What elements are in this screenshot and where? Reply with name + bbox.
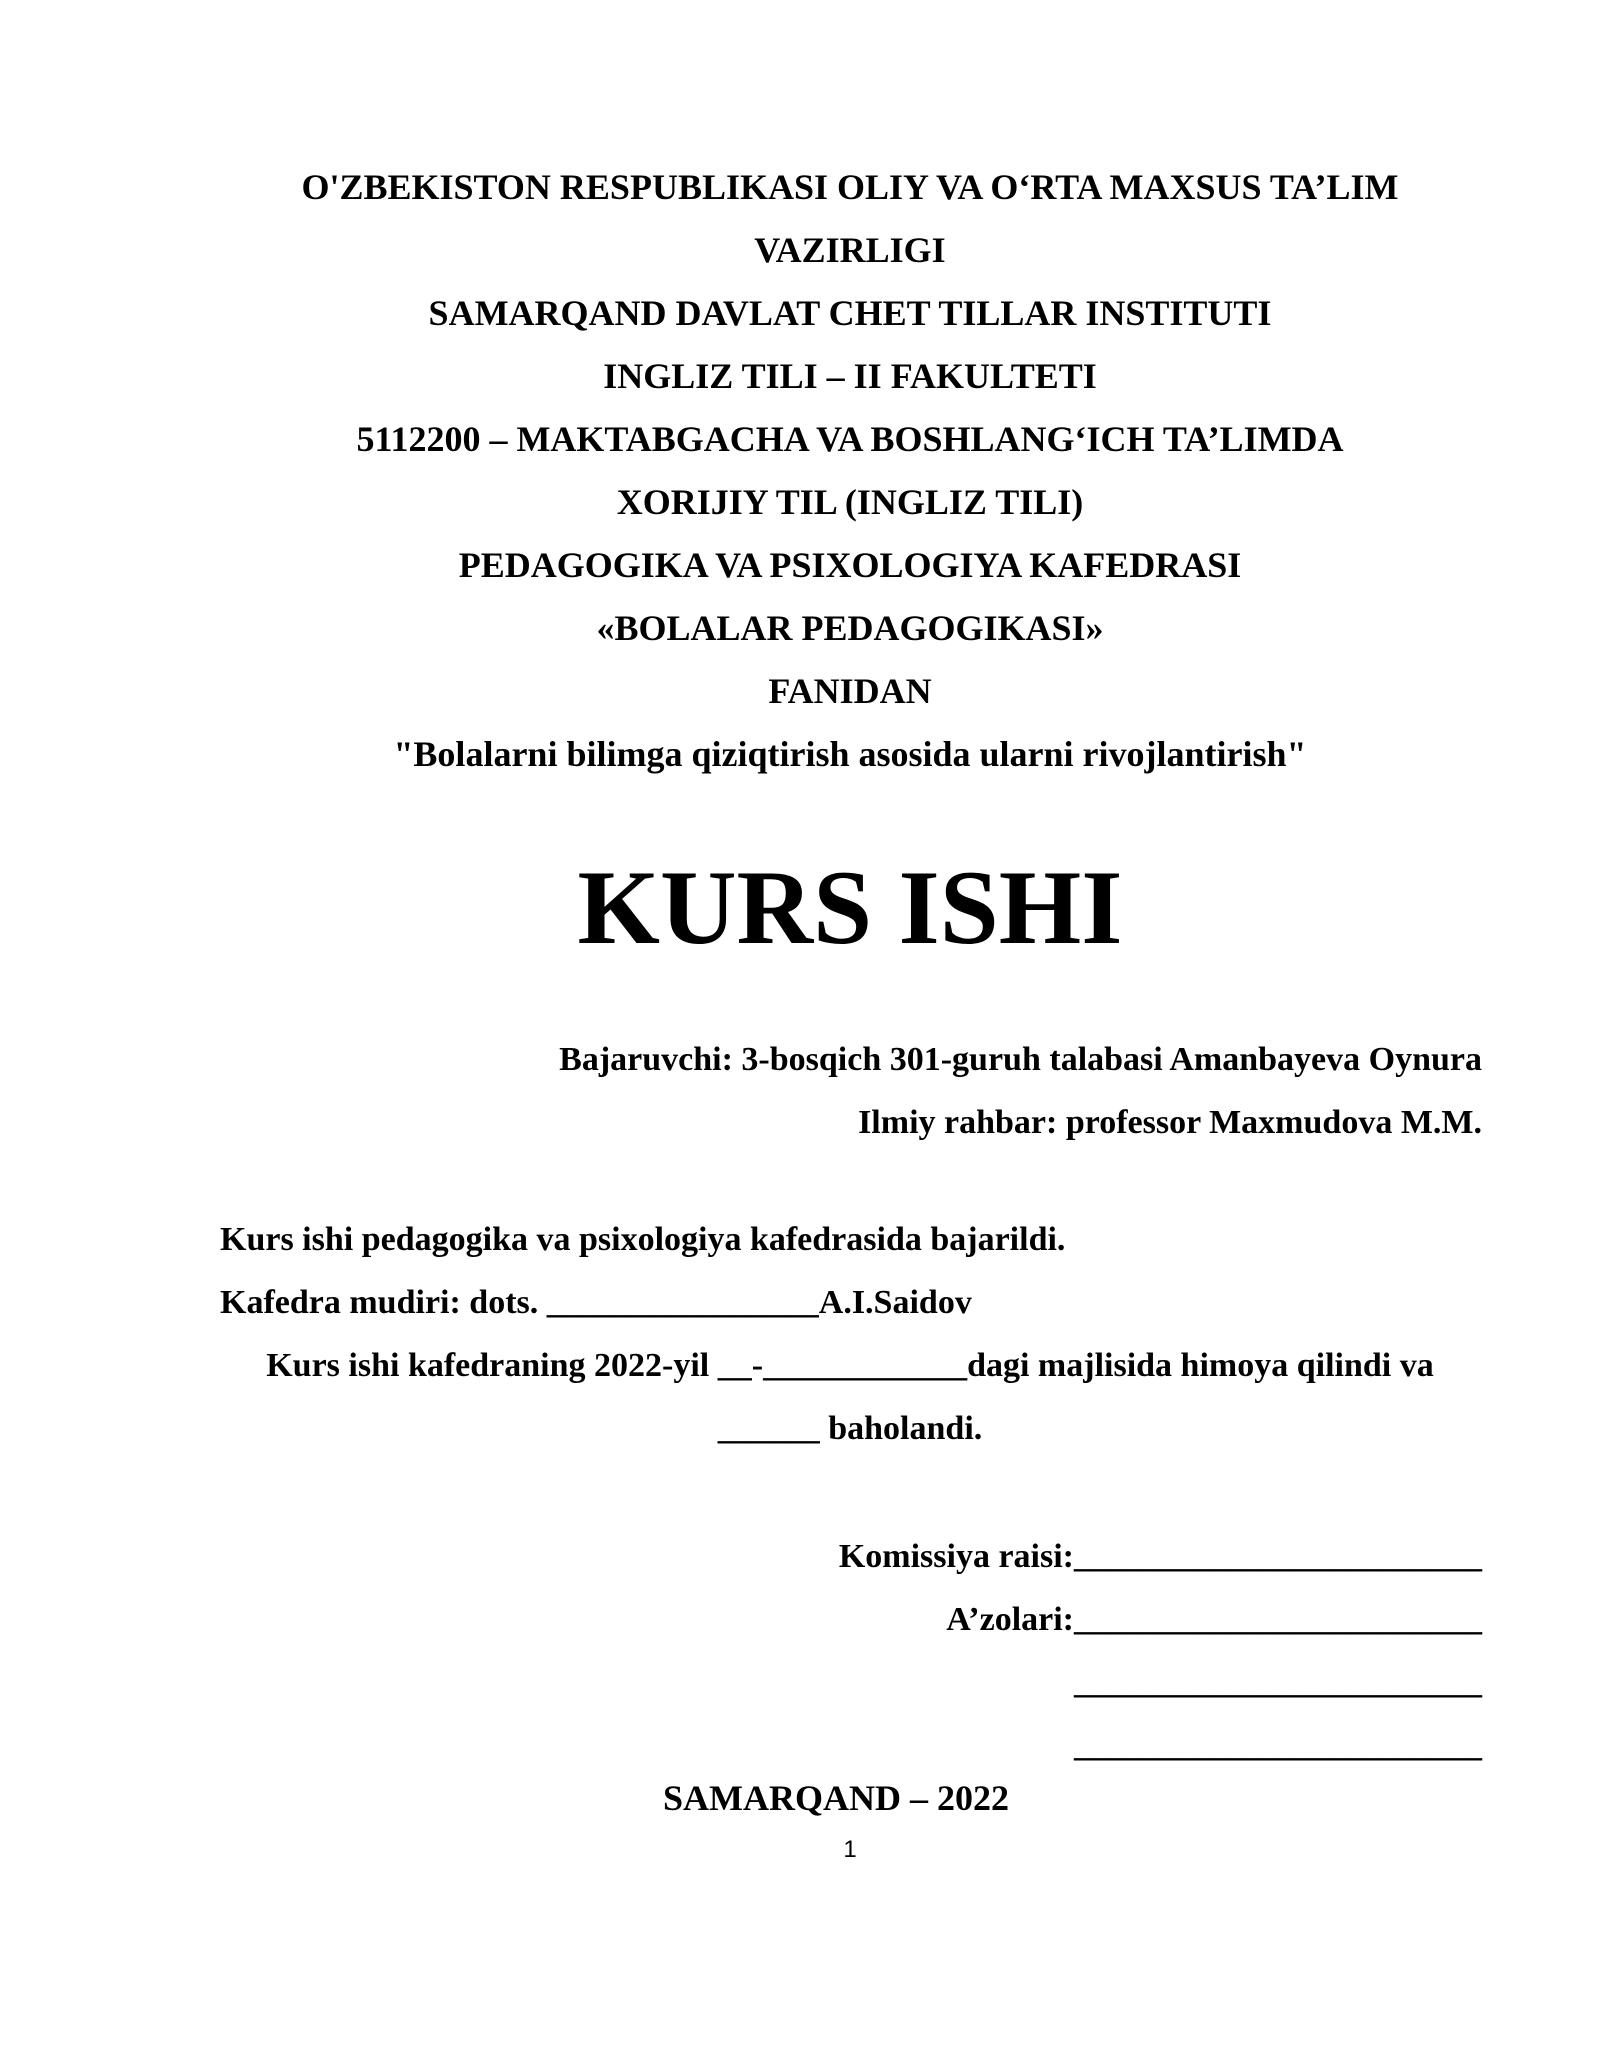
completion-line: Kurs ishi pedagogika va psixologiya kafedrasida bajarildi. <box>220 1221 1066 1258</box>
ministry-line-1: O'ZBEKISTON RESPUBLIKASI OLIY VA O‘RTA MAXSUS TA’LIM <box>301 167 1399 207</box>
department-info <box>220 1208 1065 1334</box>
head-of-department-line: Kafedra mudiri: dots. ________________A.I.Saidov <box>220 1284 972 1321</box>
specialty-line-2: XORIJIY TIL (INGLIZ TILI) <box>616 482 1084 522</box>
faculty-name: INGLIZ TILI – II FAKULTETI <box>603 356 1097 396</box>
page-number: 1 <box>843 1836 857 1863</box>
commission-blank-line: ________________________ <box>1074 1664 1482 1701</box>
ministry-line-2: VAZIRLIGI <box>754 230 946 270</box>
grade-line: ______ baholandi. <box>717 1410 983 1447</box>
author-info <box>559 1028 1482 1154</box>
work-topic: "Bolalarni bilimga qiziqtirish asosida ularni rivojlantirish" <box>393 734 1307 774</box>
document-header <box>220 156 1480 786</box>
city-year: SAMARQAND – 2022 <box>663 1778 1009 1818</box>
document-title: KURS ISHI <box>577 849 1123 966</box>
supervisor-line: Ilmiy rahbar: professor Maxmudova M.M. <box>858 1104 1482 1141</box>
defense-line: Kurs ishi kafedraning 2022-yil __-____________dagi majlisida himoya qilindi va <box>266 1347 1434 1384</box>
performer-line: Bajaruvchi: 3-bosqich 301-guruh talabasi Amanbayeva Oynura <box>559 1041 1482 1078</box>
commission-block <box>839 1525 1482 1777</box>
subject-suffix: FANIDAN <box>768 671 932 711</box>
department-name: PEDAGOGIKA VA PSIXOLOGIYA KAFEDRASI <box>458 545 1242 585</box>
subject-name: «BOLALAR PEDAGOGIKASI» <box>596 608 1104 648</box>
commission-blank-line: ________________________ <box>1074 1727 1482 1764</box>
specialty-line-1: 5112200 – MAKTABGACHA VA BOSHLANG‘ICH TA’LIMDA <box>356 419 1344 459</box>
commission-chair-line: Komissiya raisi:________________________ <box>838 1538 1482 1575</box>
institute-name: SAMARQAND DAVLAT CHET TILLAR INSTITUTI <box>428 293 1272 333</box>
commission-members-line: A’zolari:________________________ <box>946 1601 1482 1638</box>
